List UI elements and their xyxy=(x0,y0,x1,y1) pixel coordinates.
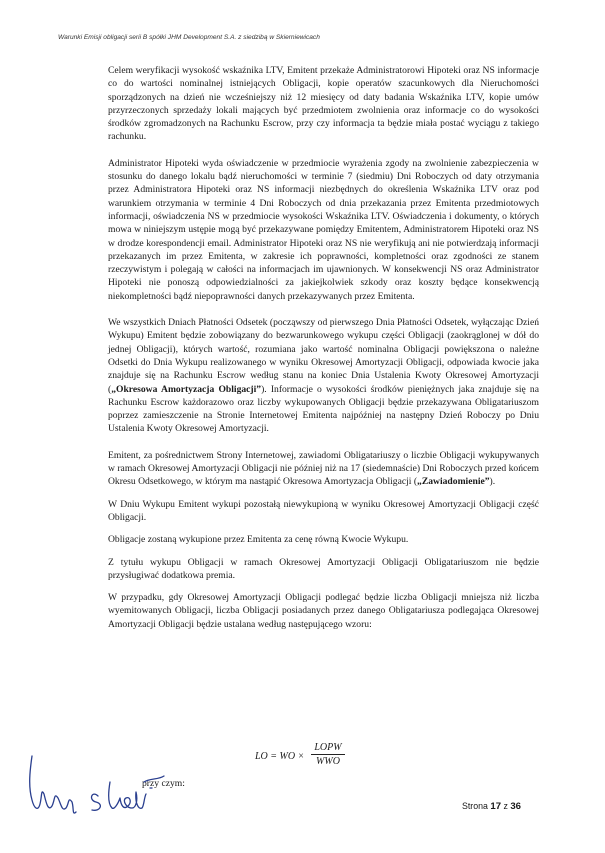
paragraph-ltv-verification: Celem weryfikacji wysokość wskaźnika LTV, Emitent przekaże Administratorowi Hipoteki oraz NS informacje co do wartości nominalnej istniejących Obligacji, kopie operatów szacunkowych dla Nieruchomości sporządzonych na dzień nie wcześniejszy niż 12 miesięcy od daty badania Wskaźnika LTV, kopie umów przyrzeczonych sprzedaży lokali mających być przedmiotem zwolnienia oraz informacje co do wysokości środków zgromadzonych na Rachunku Escrow, przy czy informacja ta będzie miała postać wyciągu z takiego rachunku. xyxy=(108,65,539,143)
formula-lhs: LO = WO × xyxy=(255,751,305,762)
formula-numerator: LOPW xyxy=(311,742,345,755)
defined-term-notification: „Zawiadomienie” xyxy=(417,476,490,488)
formula-fraction xyxy=(311,742,345,767)
handwritten-signatures xyxy=(26,752,196,822)
paragraph-mortgage-administrator: Administrator Hipoteki wyda oświadczenie w przedmiocie wyrażenia zgody na zwolnienie zabezpieczenia w stosunku do danego lokalu bądź nieruchomości w terminie 7 (siedmiu) Dni Roboczych od daty otrzymania przez Administratora Hipoteki oraz NS informacji niezbędnych do określenia Wskaźnika LTV oraz pod warunkiem otrzymania w terminie 4 Dni Roboczych od dnia przekazania przez Emitenta przedmiotowych informacji, oświadczenia NS w przedmiocie wysokości Wskaźnika LTV. Oświadczenia i dokumenty, o których mowa w niniejszym ustępie mogą być przekazywane pomiędzy Emitentem, Administratorem Hipoteki oraz NS w drodze korespondencji email. Administrator Hipoteki oraz NS nie weryfikują ani nie potwierdzają informacji przekazanych im przez Emitenta, w zakresie ich poprawności, kompletności oraz zgodności ze stanem rzeczywistym i polegają w całości na informacjach im ujawnionych. W konsekwencji NS oraz Administrator Hipoteki nie ponoszą odpowiedzialności za jakiejkolwiek szkody oraz koszty będące konsekwencją niekompletności bądź niepoprawności danych przekazywanych przez Emitenta. xyxy=(108,157,539,302)
defined-term-amortization: „Okresowa Amortyzacja Obligacji” xyxy=(111,383,262,395)
paragraph-redemption-price: Obligacje zostaną wykupione przez Emitenta za cenę równą Kwocie Wykupu. xyxy=(108,534,409,546)
paragraph-no-premium: Z tytułu wykupu Obligacji w ramach Okresowej Amortyzacji Obligacji Obligatariuszom nie będzie przysługiwać dodatkowa premia. xyxy=(108,556,539,581)
paragraph-periodic-amortization: We wszystkich Dniach Płatności Odsetek (począwszy od pierwszego Dnia Płatności Odsetek, wyłączając Dzień Wykupu) Emitent będzie zobowiązany do bezwarunkowego wykupu części Obligacji (zaokrąglonej w dół do jednej Obligacji), których wartość, rozumiana jako wartość nominalna Obligacji powiększona o należne Odsetki do Dnia Wykupu realizowanego w wyniku Okresowej Amortyzacji Obligacji, odpowiada kwocie jaka znajduje się na Rachunku Escrow według stanu na koniec Dnia Ustalenia Kwoty Okresowej Amortyzacji („Okresowa Amortyzacja Obligacji”). Informacje o wysokości środków pieniężnych jaka znajduje się na Rachunku Escrow każdorazowo oraz liczby wykupowanych Obligacji będzie przekazywana Obligatariuszom poprzez zamieszczenie na Stronie Internetowej Emitenta najpóźniej na następny Dzień Roboczy po Dniu Ustalenia Kwoty Okresowej Amortyzacji. xyxy=(108,317,539,435)
paragraph-notification: Emitent, za pośrednictwem Strony Internetowej, zawiadomi Obligatariuszy o liczbie Obligacji wykupywanych w ramach Okresowej Amortyzacji Obligacji nie później niż na 17 (siedemnaście) Dni Roboczych przed końcem Okresu Odsetkowego, w którym ma nastąpić Okresowa Amortyzacja Obligacji („Zawiadomienie”). xyxy=(108,449,539,488)
paragraph-formula-intro: W przypadku, gdy Okresowej Amortyzacji Obligacji podlegać będzie liczba Obligacji mniejsza niż liczba wyemitowanych Obligacji, liczba Obligacji posiadanych przez danego Obligatariusza podlegająca Okresowej Amortyzacji Obligacji będzie ustalana według następującego wzoru: xyxy=(108,592,539,630)
formula-denominator: WWO xyxy=(316,756,340,767)
document-body xyxy=(108,64,539,631)
total-pages: 36 xyxy=(510,801,522,812)
page-header: Warunki Emisji obligacji serii B spółki JHM Development S.A. z siedzibą w Skierniewicach xyxy=(58,34,320,41)
przy-czym-label: przy czym: xyxy=(142,778,185,789)
current-page: 17 xyxy=(490,801,502,812)
signature-left xyxy=(30,756,76,813)
paragraph-redemption-day: W Dniu Wykupu Emitent wykupi pozostałą niewykupioną w wyniku Okresowej Amortyzacji Obligacji część Obligacji. xyxy=(108,498,539,523)
formula xyxy=(255,742,395,772)
signature-right xyxy=(92,776,164,810)
page-number: Strona 17 z 36 xyxy=(462,801,522,812)
